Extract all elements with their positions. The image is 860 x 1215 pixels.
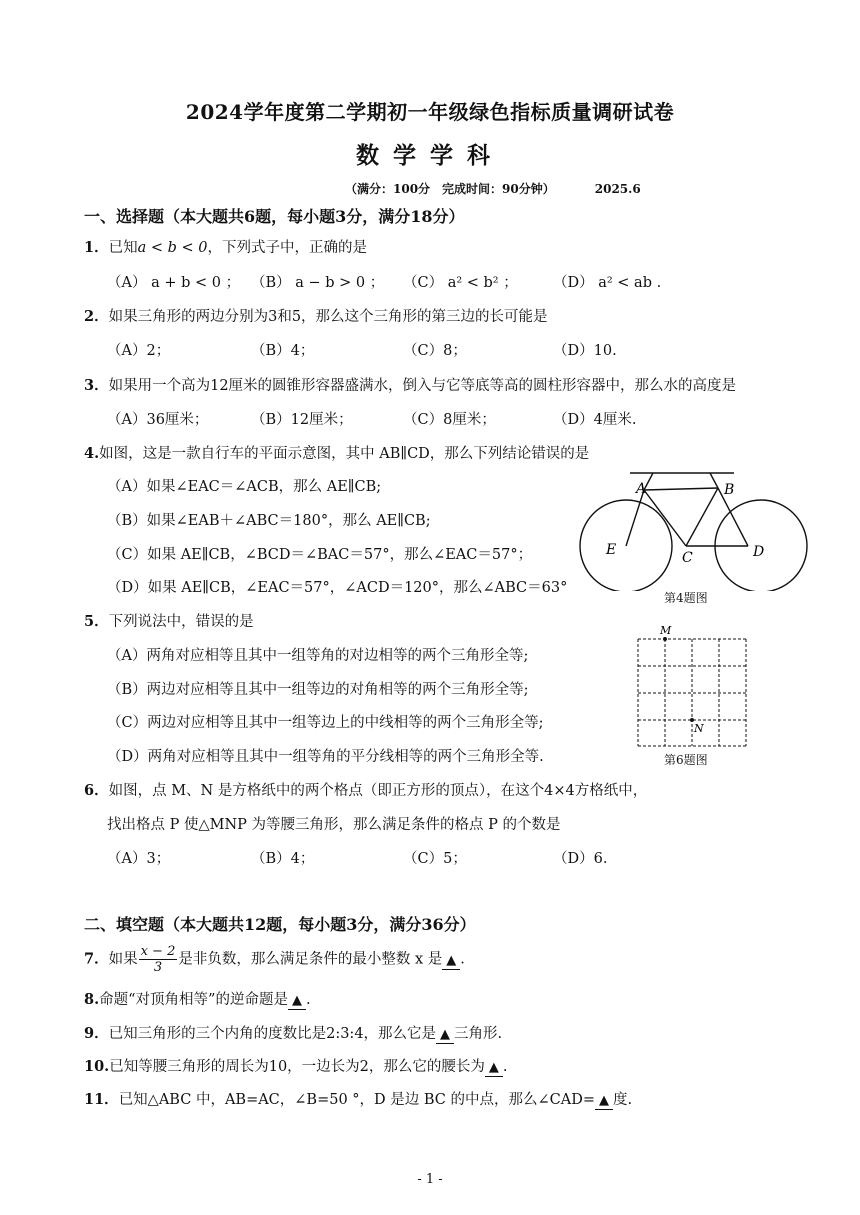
question-11: 11．已知△ABC 中，AB=AC，∠B=50 °，D 是边 BC 的中点，那么∠CAD= ▲ 度.: [84, 1091, 633, 1108]
question-2: 2．如果三角形的两边分别为3和5，那么这个三角形的第三边的长可能是: [84, 308, 548, 325]
question-number: 4.: [84, 445, 100, 462]
answer-blank[interactable]: ▲: [288, 993, 306, 1010]
answer-blank[interactable]: ▲: [436, 1027, 454, 1044]
question-7: 7．如果 $\frac{x - 2}{3}$ 是非负数，那么满足条件的最小整数 x 是 ▲ .: [84, 944, 465, 975]
option-b: （B） a − b > 0 ；: [251, 275, 385, 291]
question-4-option-d: （D）如果 AE∥CB，∠EAC＝57°，∠ACD＝120°，那么∠ABC＝63°: [107, 580, 568, 596]
subject-title: 数学学科: [356, 142, 504, 169]
question-4-option-c: （C）如果 AE∥CB，∠BCD＝∠BAC＝57°，那么∠EAC＝57°；: [107, 547, 533, 563]
label-d: D: [753, 544, 765, 560]
question-5: 5．下列说法中，错误的是: [84, 613, 254, 630]
option-b: （B）12厘米；: [251, 412, 353, 428]
question-3: 3．如果用一个高为12厘米的圆锥形容器盛满水，倒入与它等底等高的圆柱形容器中，那么水的高度是: [84, 377, 737, 394]
question-number: 6．: [84, 782, 109, 799]
question-4: 4.如图，这是一款自行车的平面示意图，其中 AB∥CD，那么下列结论错误的是: [84, 445, 590, 462]
option-d: （D）6.: [553, 851, 608, 867]
option-d: （D） a² < ab .: [553, 275, 662, 291]
option-c: （C） a² < b² ；: [403, 275, 518, 291]
label-n: N: [694, 722, 704, 735]
question-number: 5．: [84, 613, 109, 630]
label-a: A: [636, 481, 647, 497]
question-5-option-d: （D）两角对应相等且其中一组等角的平分线相等的两个三角形全等.: [107, 749, 544, 765]
figure-4-caption: 第4题图: [664, 591, 708, 605]
question-4-option-b: （B）如果∠EAB＋∠ABC＝180°，那么 AE∥CB;: [107, 513, 431, 529]
page-number: - 1 -: [417, 1172, 443, 1187]
label-e: E: [606, 542, 617, 558]
option-c: （C）5；: [403, 851, 467, 867]
question-6: 6．如图，点 M、N 是方格纸中的两个格点（即正方形的顶点），在这个4×4方格纸中，: [84, 782, 648, 799]
answer-blank[interactable]: ▲: [595, 1093, 613, 1110]
option-a: （A）3；: [107, 851, 171, 867]
question-number: 11．: [84, 1091, 119, 1108]
answer-blank[interactable]: ▲: [442, 953, 460, 970]
question-4-option-a: （A）如果∠EAC＝∠ACB，那么 AE∥CB;: [107, 479, 382, 495]
section-heading-fill: 二、填空题（本大题共12题，每小题3分，满分36分）: [84, 915, 476, 934]
question-number: 3．: [84, 377, 109, 394]
exam-date: 2025.6: [594, 182, 641, 196]
question-5-option-b: （B）两边对应相等且其中一组等边的对角相等的两个三角形全等;: [107, 682, 529, 698]
condition: a < b < 0: [137, 240, 208, 256]
question-number: 1．: [84, 239, 109, 256]
option-c: （C）8厘米；: [403, 412, 496, 428]
question-10: 10.已知等腰三角形的周长为10，一边长为2，那么它的腰长为 ▲ .: [84, 1058, 508, 1075]
option-a: （A）2；: [107, 343, 171, 359]
question-5-option-a: （A）两角对应相等且其中一组等角的对边相等的两个三角形全等;: [107, 648, 529, 664]
option-d: （D）4厘米.: [553, 412, 637, 428]
label-b: B: [724, 482, 735, 498]
section-heading-choice: 一、选择题（本大题共6题，每小题3分，满分18分）: [84, 207, 465, 226]
answer-blank[interactable]: ▲: [485, 1060, 503, 1077]
grid-figure: [630, 622, 755, 747]
label-c: C: [682, 550, 693, 566]
exam-meta: [345, 180, 641, 197]
option-a: （A）36厘米；: [107, 412, 209, 428]
question-5-option-c: （C）两边对应相等且其中一组等边上的中线相等的两个三角形全等;: [107, 715, 544, 731]
question-number: 8.: [84, 991, 100, 1008]
score-time-info: （满分：100分 完成时间：90分钟）: [345, 182, 555, 196]
option-d: （D）10.: [553, 343, 617, 359]
question-8: 8.命题“对顶角相等”的逆命题是 ▲ .: [84, 991, 311, 1008]
option-c: （C）8；: [403, 343, 467, 359]
question-9: 9．已知三角形的三个内角的度数比是2:3:4，那么它是 ▲ 三角形.: [84, 1025, 503, 1042]
option-b: （B）4；: [251, 851, 315, 867]
question-6-line-2: 找出格点 P 使△MNP 为等腰三角形，那么满足条件的格点 P 的个数是: [107, 817, 561, 833]
exam-title: 2024学年度第二学期初一年级绿色指标质量调研试卷: [185, 100, 675, 124]
question-1: 1．已知a < b < 0，下列式子中，正确的是: [84, 239, 367, 256]
question-number: 2．: [84, 308, 109, 325]
bicycle-figure: [578, 466, 818, 591]
label-m: M: [660, 624, 672, 637]
option-a: （A） a + b < 0 ；: [107, 275, 241, 291]
question-number: 9．: [84, 1025, 109, 1042]
option-b: （B）4；: [251, 343, 315, 359]
figure-6-caption: 第6题图: [664, 753, 708, 767]
question-number: 10.: [84, 1058, 110, 1075]
fraction: $\frac{x - 2}{3}$: [140, 944, 176, 975]
question-number: 7．: [84, 950, 109, 968]
